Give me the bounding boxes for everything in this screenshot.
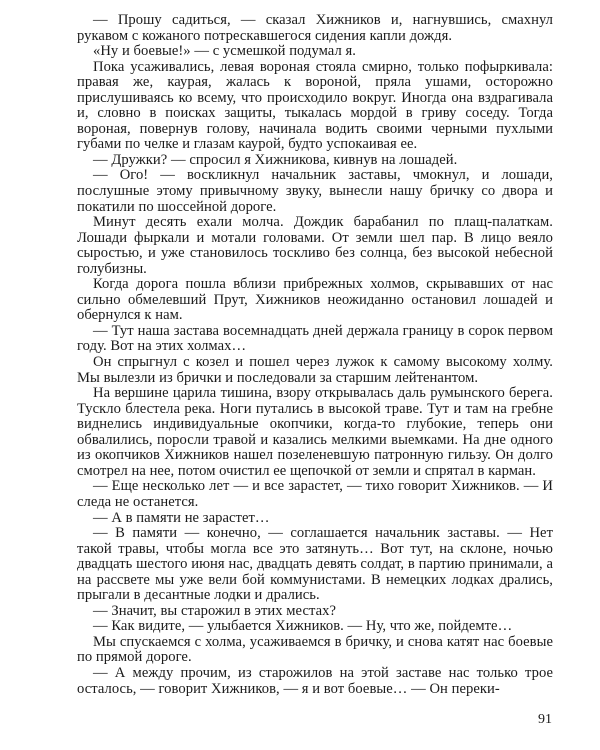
page-number: 91 <box>538 712 552 727</box>
paragraph-10: На вершине царила тишина, взору открывалась даль румынского берега. Тускло блестела река. Ноги путались в высокой траве. Тут и там на гребне виднелись индивидуальные окопчики, когда-то глубокие, теперь они обвалились, поросли травой и казались мелкими выемками. На дне одного из окопчиков Хижников нашел позеленевшую патронную гильзу. Он долго смотрел на нее, потом очистил ее щепочкой от земли и спрятал в карман. <box>77 385 553 479</box>
paragraph-7: Когда дорога пошла вблизи прибрежных холмов, скрывавших от нас сильно обмелевший Прут, Хижников неожиданно остановил лошадей и обернулся к нам. <box>77 276 553 324</box>
paragraph-16: Мы спускаемся с холма, усаживаемся в бричку, и снова катят нас боевые по прямой дороге. <box>77 633 553 666</box>
paragraph-6: Минут десять ехали молча. Дождик барабанил по плащ-палаткам. Лошади фыркали и мотали головами. От земли шел пар. В лицо веяло сыростью, и уже становилось тоскливо без солнца, без высокой небесной голубизны. <box>77 214 553 277</box>
paragraph-9: Он спрыгнул с козел и пошел через лужок к самому высокому холму. Мы вылезли из брички и последовали за старшим лейтенантом. <box>77 354 553 386</box>
paragraph-13: — В памяти — конечно, — соглашается начальник заставы. — Нет такой травы, чтобы могла все это затянуть… Вот тут, на склоне, ночью двадцать шестого июня нас, двадцать девять солдат, в партию принимали, а на рассвете мы уже вели бой коммунистами. В немецких лодках дрались, прыгали в десантные лодки и дрались. <box>77 525 553 604</box>
paragraph-12: — А в памяти не зарастет… <box>93 509 270 526</box>
paragraph-15: — Как видите, — улыбается Хижников. — Ну, что же, пойдемте… <box>93 618 513 635</box>
paragraph-17: — А между прочим, из старожилов на этой заставе нас только трое осталось, — говорит Хижников, — я и вот боевые… — Он переки- <box>77 664 553 697</box>
paragraph-4: — Дружки? — спросил я Хижникова, кивнув на лошадей. <box>93 151 458 168</box>
paragraph-14: — Значит, вы старожил в этих местах? <box>93 602 336 619</box>
page-text <box>77 13 553 697</box>
paragraph-5: — Ого! — воскликнул начальник заставы, чмокнул, и лошади, послушные этому привычному звуку, вынесли нашу бричку со двора и покатили по шоссейной дороге. <box>77 167 553 215</box>
paragraph-8: — Тут наша застава восемнадцать дней держала границу в сорок первом году. Вот на этих холмах… <box>77 322 553 355</box>
paragraph-11: — Еще несколько лет — и все зарастет, — тихо говорит Хижников. — И следа не останется. <box>77 478 553 510</box>
paragraph-3: Пока усаживались, левая вороная стояла смирно, только пофыркивала: правая же, каурая, жалась к вороной, пряла ушами, осторожно прислушиваясь ко всему, что происходило вокруг. Иногда она вздрагивала и, словно в поисках защиты, тыкалась мордой в гриву соседу. Тогда вороная, повернув голову, начинала водить своими черными пухлыми губами по челке и глазам каурой, будто успокаивая ее. <box>77 58 553 153</box>
paragraph-1: — Прошу садиться, — сказал Хижников и, нагнувшись, смахнул рукавом с кожаного потрескавшегося сидения капли дождя. <box>77 12 553 44</box>
paragraph-2: «Ну и боевые!» — с усмешкой подумал я. <box>93 43 356 60</box>
